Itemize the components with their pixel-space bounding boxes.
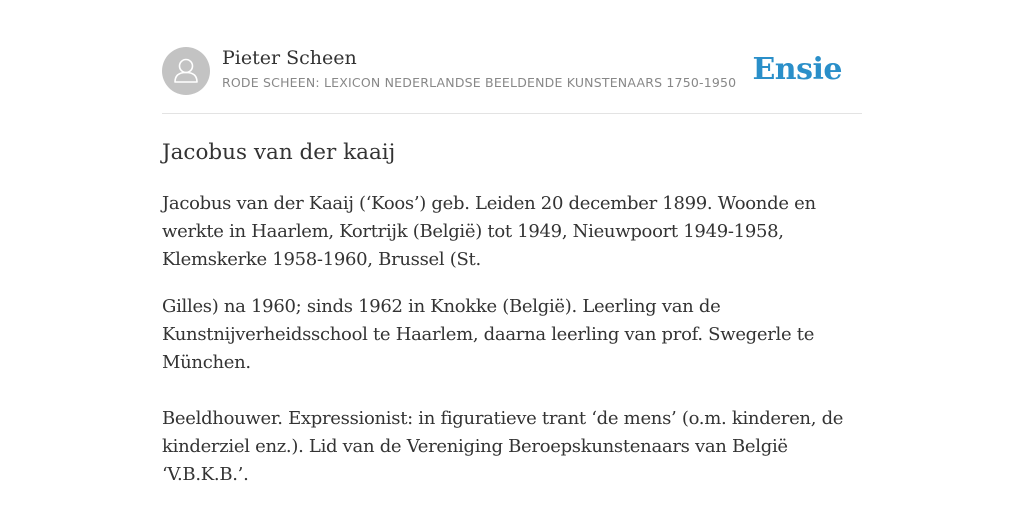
author-name[interactable]: Pieter Scheen <box>222 47 357 69</box>
author-header <box>162 46 862 96</box>
source-title[interactable]: RODE SCHEEN: LEXICON NEDERLANDSE BEELDENDE KUNSTENAARS 1750-1950 <box>222 75 737 90</box>
article-paragraph: Gilles) na 1960; sinds 1962 in Knokke (België). Leerling van de Kunstnijverheidsschool te Haarlem, daarna leerling van prof. Swegerle te München. <box>162 296 815 373</box>
avatar[interactable] <box>162 47 210 95</box>
page-container <box>162 0 862 512</box>
user-outline-icon <box>162 47 210 95</box>
article-paragraph: Beeldhouwer. Expressionist: in figuratieve trant ‘de mens’ (o.m. kinderen, de kinderziel enz.). Lid van de Vereniging Beroepskunstenaars van België ‘V.B.K.B.’. <box>162 408 844 485</box>
ensie-logo[interactable]: Ensie <box>752 52 842 87</box>
article-title: Jacobus van der kaaij <box>162 140 396 165</box>
header-divider <box>162 113 862 114</box>
article-paragraph: Jacobus van der Kaaij (‘Koos’) geb. Leiden 20 december 1899. Woonde en werkte in Haarlem, Kortrijk (België) tot 1949, Nieuwpoort 1949-1958, Klemskerke 1958-1960, Brussel (St. <box>162 193 816 270</box>
